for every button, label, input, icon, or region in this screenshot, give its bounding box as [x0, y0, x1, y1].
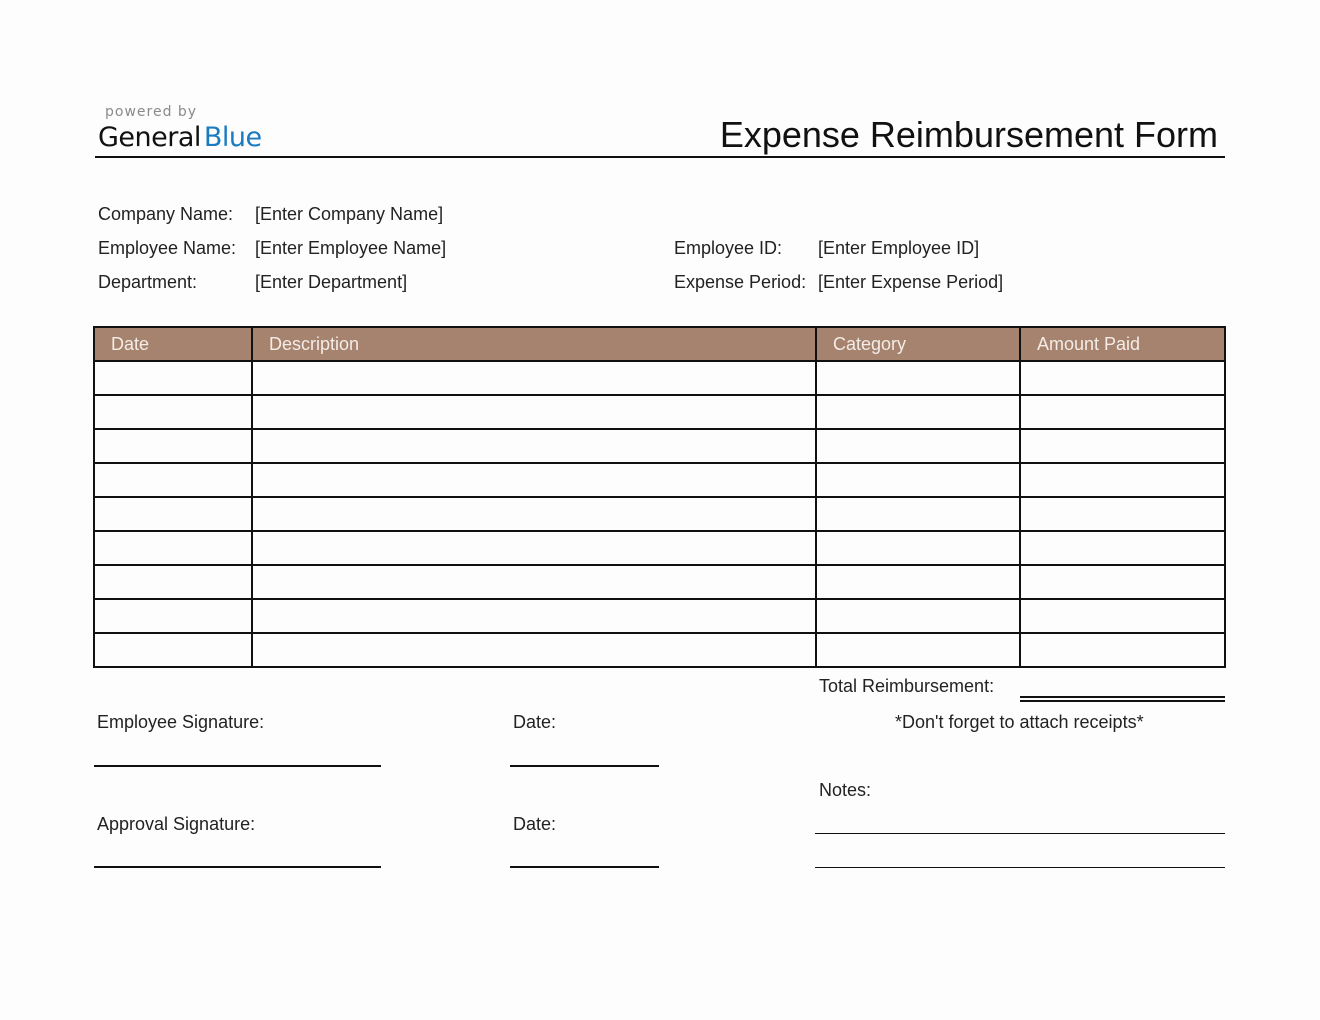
cell-category[interactable]: [816, 429, 1020, 463]
table-row: [94, 565, 1225, 599]
cell-amount[interactable]: [1020, 395, 1225, 429]
cell-date[interactable]: [94, 565, 252, 599]
cell-date[interactable]: [94, 599, 252, 633]
expense-table: [93, 326, 1226, 668]
cell-date[interactable]: [94, 633, 252, 667]
cell-description[interactable]: [252, 531, 816, 565]
cell-date[interactable]: [94, 531, 252, 565]
department-field[interactable]: [Enter Department]: [255, 272, 408, 292]
cell-amount[interactable]: [1020, 531, 1225, 565]
cell-date[interactable]: [94, 361, 252, 395]
table-row: [94, 429, 1225, 463]
receipts-note: *Don't forget to attach receipts*: [895, 712, 1144, 732]
cell-amount[interactable]: [1020, 497, 1225, 531]
employee-signature-label: Employee Signature:: [97, 712, 265, 732]
cell-category[interactable]: [816, 633, 1020, 667]
table-row: [94, 599, 1225, 633]
table-row: [94, 395, 1225, 429]
cell-amount[interactable]: [1020, 361, 1225, 395]
table-header-row: [94, 327, 1225, 361]
powered-by-text: powered by: [105, 104, 198, 120]
total-reimbursement-label: Total Reimbursement:: [819, 676, 995, 696]
cell-description[interactable]: [252, 633, 816, 667]
employee-name-label: Employee Name:: [98, 238, 237, 258]
header-divider: [95, 156, 1225, 158]
notes-label: Notes:: [819, 780, 872, 800]
notes-line-2[interactable]: [815, 867, 1225, 868]
notes-line-1[interactable]: [815, 833, 1225, 834]
cell-date[interactable]: [94, 429, 252, 463]
approval-signature-line[interactable]: [94, 866, 381, 868]
approval-date-line[interactable]: [510, 866, 659, 868]
employee-name-field[interactable]: [Enter Employee Name]: [255, 238, 447, 258]
cell-description[interactable]: [252, 497, 816, 531]
employee-date-label: Date:: [513, 712, 557, 732]
cell-category[interactable]: [816, 361, 1020, 395]
approval-signature-label: Approval Signature:: [97, 814, 256, 834]
logo-general: General: [98, 122, 201, 153]
cell-amount[interactable]: [1020, 633, 1225, 667]
cell-category[interactable]: [816, 599, 1020, 633]
table-row: [94, 497, 1225, 531]
employee-id-label: Employee ID:: [674, 238, 783, 258]
cell-category[interactable]: [816, 565, 1020, 599]
column-header-description: Description: [252, 327, 816, 361]
cell-category[interactable]: [816, 531, 1020, 565]
generalblue-logo: [98, 122, 262, 153]
cell-description[interactable]: [252, 361, 816, 395]
cell-amount[interactable]: [1020, 599, 1225, 633]
column-header-category: Category: [816, 327, 1020, 361]
cell-amount[interactable]: [1020, 565, 1225, 599]
cell-amount[interactable]: [1020, 463, 1225, 497]
table-row: [94, 531, 1225, 565]
employee-signature-line[interactable]: [94, 765, 381, 767]
cell-description[interactable]: [252, 463, 816, 497]
table-row: [94, 633, 1225, 667]
cell-date[interactable]: [94, 497, 252, 531]
company-name-field[interactable]: [Enter Company Name]: [255, 204, 444, 224]
department-label: Department:: [98, 272, 198, 292]
approval-date-label: Date:: [513, 814, 557, 834]
column-header-amount-paid: Amount Paid: [1020, 327, 1225, 361]
cell-description[interactable]: [252, 429, 816, 463]
table-row: [94, 361, 1225, 395]
cell-category[interactable]: [816, 463, 1020, 497]
total-reimbursement-field[interactable]: [1020, 696, 1225, 702]
cell-description[interactable]: [252, 599, 816, 633]
table-row: [94, 463, 1225, 497]
cell-date[interactable]: [94, 463, 252, 497]
expense-period-field[interactable]: [Enter Expense Period]: [818, 272, 1004, 292]
cell-category[interactable]: [816, 395, 1020, 429]
cell-description[interactable]: [252, 395, 816, 429]
form-title: Expense Reimbursement Form: [719, 114, 1218, 155]
expense-period-label: Expense Period:: [674, 272, 807, 292]
logo-blue: Blue: [203, 122, 262, 153]
employee-id-field[interactable]: [Enter Employee ID]: [818, 238, 980, 258]
column-header-date: Date: [94, 327, 252, 361]
employee-date-line[interactable]: [510, 765, 659, 767]
company-name-label: Company Name:: [98, 204, 234, 224]
cell-amount[interactable]: [1020, 429, 1225, 463]
cell-description[interactable]: [252, 565, 816, 599]
cell-category[interactable]: [816, 497, 1020, 531]
cell-date[interactable]: [94, 395, 252, 429]
